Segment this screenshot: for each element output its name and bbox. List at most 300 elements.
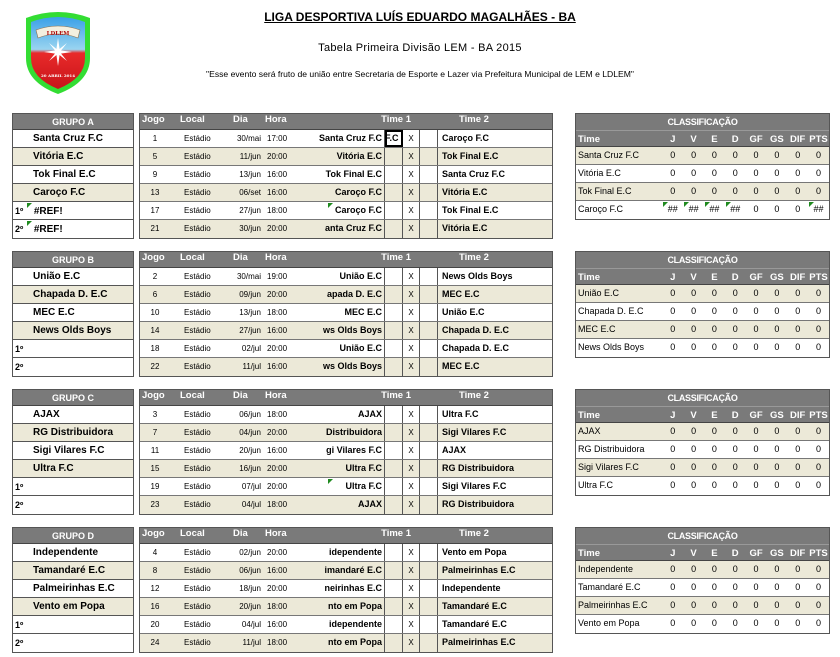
stat-gf[interactable]: 0 [753,204,759,214]
away-team[interactable]: Tok Final E.C [437,202,552,219]
stat-v[interactable]: ## [683,201,704,219]
away-score-cell[interactable] [419,340,437,357]
stat-j[interactable]: 0 [670,600,676,610]
stat-gf[interactable]: 0 [753,306,759,316]
match-date[interactable]: 20/jun [239,446,261,455]
home-score-cell[interactable] [385,406,403,423]
stat-pts[interactable]: 0 [816,564,822,574]
match-number[interactable]: 20 [150,620,160,629]
stat-gs[interactable]: 0 [774,288,780,298]
home-score-cell[interactable] [385,358,403,376]
match-venue[interactable]: Estádio [184,548,211,557]
match-time[interactable]: 20:00 [267,344,288,353]
match-time[interactable]: 16:00 [267,620,288,629]
standings-team[interactable]: Caroço F.C [578,204,624,214]
match-date[interactable]: 18/jun [239,584,261,593]
stat-gs[interactable]: 0 [774,186,780,196]
match-venue[interactable]: Estádio [184,584,211,593]
match-venue[interactable]: Estádio [184,308,211,317]
stat-gf[interactable]: 0 [753,150,759,160]
group-team-cell[interactable]: Sigi Vilares F.C [13,442,133,460]
away-team[interactable]: Tamandaré E.C [437,598,552,615]
away-score-cell[interactable] [419,460,437,477]
stat-v[interactable]: 0 [691,444,697,454]
home-score-cell[interactable] [385,202,403,219]
stat-e[interactable]: 0 [711,480,717,490]
group-team-cell[interactable]: Santa Cruz F.C [13,130,133,148]
stat-e[interactable]: 0 [711,150,717,160]
stat-e[interactable]: 0 [711,342,717,352]
home-team[interactable]: ws Olds Boys [297,322,385,339]
stat-v[interactable]: 0 [691,564,697,574]
away-score-cell[interactable] [419,220,437,238]
home-score-cell[interactable]: F.C [385,130,403,147]
match-number[interactable]: 9 [152,170,158,179]
stat-j[interactable]: 0 [670,564,676,574]
match-venue[interactable]: Estádio [184,464,211,473]
stat-gs[interactable]: 0 [774,324,780,334]
standings-team[interactable]: News Olds Boys [578,342,645,352]
stat-gs[interactable]: 0 [774,342,780,352]
stat-dif[interactable]: 0 [795,444,801,454]
group-team-cell[interactable]: RG Distribuidora [13,424,133,442]
match-date[interactable]: 13/jun [239,170,261,179]
match-time[interactable]: 17:00 [267,134,288,143]
home-team[interactable]: AJAX [297,406,385,423]
stat-v[interactable]: 0 [691,600,697,610]
stat-e[interactable]: 0 [711,426,717,436]
match-time[interactable]: 20:00 [267,464,288,473]
match-venue[interactable]: Estádio [184,290,211,299]
stat-gs[interactable]: 0 [774,444,780,454]
stat-gf[interactable]: 0 [753,186,759,196]
stat-v[interactable]: 0 [691,168,697,178]
home-score-cell[interactable] [385,148,403,165]
stat-d[interactable]: 0 [732,306,738,316]
stat-e[interactable]: 0 [711,324,717,334]
home-team[interactable]: nto em Popa [297,634,385,652]
stat-j[interactable]: 0 [670,342,676,352]
stat-v[interactable]: 0 [691,462,697,472]
match-date[interactable]: 06/jun [239,410,261,419]
away-team[interactable]: Palmeirinhas E.C [437,562,552,579]
match-date[interactable]: 30/jun [239,224,261,233]
match-number[interactable]: 15 [150,464,160,473]
stat-gf[interactable]: 0 [753,444,759,454]
stat-d[interactable]: 0 [732,480,738,490]
match-date[interactable]: 04/jul [241,500,261,509]
match-number[interactable]: 16 [150,602,160,611]
stat-gf[interactable]: 0 [753,618,759,628]
away-team[interactable]: Chapada D. E.C [437,340,552,357]
home-team[interactable]: nto em Popa [297,598,385,615]
match-number[interactable]: 2 [152,272,158,281]
match-venue[interactable]: Estádio [184,188,211,197]
stat-e[interactable]: 0 [711,600,717,610]
stat-e[interactable]: 0 [711,306,717,316]
group-team-cell[interactable]: Vento em Popa [13,598,133,616]
stat-pts[interactable]: 0 [816,444,822,454]
stat-pts[interactable]: 0 [816,600,822,610]
home-team[interactable]: Caroço F.C [297,202,385,219]
match-number[interactable]: 23 [150,500,160,509]
match-venue[interactable]: Estádio [184,620,211,629]
stat-dif[interactable]: 0 [795,426,801,436]
stat-gs[interactable]: 0 [774,150,780,160]
match-venue[interactable]: Estádio [184,500,211,509]
standings-team[interactable]: Sigi Vilares F.C [578,462,639,472]
home-score-cell[interactable] [385,634,403,652]
match-date[interactable]: 11/jun [239,152,261,161]
stat-gs[interactable]: 0 [774,582,780,592]
stat-j[interactable]: 0 [670,306,676,316]
stat-v[interactable]: 0 [691,288,697,298]
away-team[interactable]: AJAX [437,442,552,459]
stat-e[interactable]: 0 [711,564,717,574]
home-team[interactable]: idependente [297,616,385,633]
home-score-cell[interactable] [385,184,403,201]
match-date[interactable]: 30/mai [236,272,261,281]
stat-d[interactable]: 0 [732,582,738,592]
home-score-cell[interactable] [385,460,403,477]
home-team[interactable]: idependente [297,544,385,561]
stat-dif[interactable]: 0 [795,150,801,160]
home-score-cell[interactable] [385,304,403,321]
home-team[interactable]: Caroço F.C [297,184,385,201]
home-team[interactable]: anta Cruz F.C [297,220,385,238]
stat-gs[interactable]: 0 [774,480,780,490]
home-team[interactable]: gi Vilares F.C [297,442,385,459]
stat-pts[interactable]: 0 [816,288,822,298]
match-time[interactable]: 18:00 [267,206,288,215]
match-number[interactable]: 24 [150,638,160,647]
match-venue[interactable]: Estádio [184,134,211,143]
group-team-cell[interactable]: MEC E.C [13,304,133,322]
home-score-cell[interactable] [385,166,403,183]
stat-pts[interactable]: 0 [816,582,822,592]
match-venue[interactable]: Estádio [184,566,211,575]
stat-gf[interactable]: 0 [753,324,759,334]
standings-team[interactable]: Santa Cruz F.C [578,150,640,160]
away-score-cell[interactable] [419,358,437,376]
standings-team[interactable]: Tamandaré E.C [578,582,641,592]
stat-dif[interactable]: 0 [795,582,801,592]
away-score-cell[interactable] [419,268,437,285]
away-score-cell[interactable] [419,424,437,441]
home-team[interactable]: MEC E.C [297,304,385,321]
stat-dif[interactable]: 0 [795,462,801,472]
stat-j[interactable]: 0 [670,324,676,334]
stat-e[interactable]: 0 [711,618,717,628]
match-time[interactable]: 16:00 [267,362,288,371]
away-score-cell[interactable] [419,616,437,633]
away-team[interactable]: Sigi Vilares F.C [437,478,552,495]
group-team-cell[interactable]: Vitória E.C [13,148,133,166]
home-score-cell[interactable] [385,562,403,579]
qualified-position-row[interactable] [13,220,133,238]
stat-e[interactable]: ## [704,201,725,219]
home-score-cell[interactable] [385,220,403,238]
group-team-cell[interactable]: Chapada D. E.C [13,286,133,304]
home-score-cell[interactable] [385,544,403,561]
group-team-cell[interactable]: News Olds Boys [13,322,133,340]
stat-j[interactable]: 0 [670,426,676,436]
stat-v[interactable]: 0 [691,480,697,490]
away-team[interactable]: Vitória E.C [437,220,552,238]
stat-d[interactable]: 0 [732,324,738,334]
match-time[interactable]: 20:00 [267,482,288,491]
away-score-cell[interactable] [419,544,437,561]
match-venue[interactable]: Estádio [184,152,211,161]
match-date[interactable]: 04/jun [239,428,261,437]
away-team[interactable]: Santa Cruz F.C [437,166,552,183]
away-score-cell[interactable] [419,406,437,423]
away-score-cell[interactable] [419,322,437,339]
stat-gf[interactable]: 0 [753,564,759,574]
match-number[interactable]: 3 [152,410,158,419]
away-score-cell[interactable] [419,496,437,514]
stat-pts[interactable]: 0 [816,186,822,196]
qualified-position-row[interactable] [13,478,133,496]
match-number[interactable]: 21 [150,224,160,233]
stat-j[interactable]: 0 [670,186,676,196]
home-team[interactable]: Ultra F.C [297,460,385,477]
stat-dif[interactable]: 0 [795,342,801,352]
home-team[interactable]: Distribuidora [297,424,385,441]
stat-dif[interactable]: 0 [795,288,801,298]
stat-j[interactable]: 0 [670,168,676,178]
match-number[interactable]: 13 [150,188,160,197]
stat-v[interactable]: 0 [691,342,697,352]
stat-j[interactable]: 0 [670,150,676,160]
standings-team[interactable]: Ultra F.C [578,480,614,490]
stat-dif[interactable]: 0 [795,204,801,214]
match-venue[interactable]: Estádio [184,344,211,353]
stat-d[interactable]: 0 [732,288,738,298]
away-team[interactable]: União E.C [437,304,552,321]
group-team-cell[interactable]: Ultra F.C [13,460,133,478]
match-time[interactable]: 20:00 [267,584,288,593]
away-team[interactable]: Ultra F.C [437,406,552,423]
away-team[interactable]: Caroço F.C [437,130,552,147]
home-team[interactable]: neirinhas E.C [297,580,385,597]
stat-pts[interactable]: 0 [816,168,822,178]
stat-d[interactable]: 0 [732,618,738,628]
match-time[interactable]: 20:00 [267,224,288,233]
group-team-cell[interactable]: AJAX [13,406,133,424]
stat-j[interactable]: 0 [670,480,676,490]
match-date[interactable]: 04/jul [241,620,261,629]
match-date[interactable]: 06/set [239,188,261,197]
match-venue[interactable]: Estádio [184,428,211,437]
away-team[interactable]: RG Distribuidora [437,460,552,477]
stat-pts[interactable]: 0 [816,342,822,352]
stat-gf[interactable]: 0 [753,600,759,610]
group-team-cell[interactable]: Independente [13,544,133,562]
away-score-cell[interactable] [419,130,437,147]
home-team[interactable]: União E.C [297,340,385,357]
stat-d[interactable]: 0 [732,342,738,352]
home-score-cell[interactable] [385,496,403,514]
match-date[interactable]: 30/mai [236,134,261,143]
stat-dif[interactable]: 0 [795,564,801,574]
home-team[interactable]: Santa Cruz F.C [297,130,385,147]
match-time[interactable]: 18:00 [267,410,288,419]
stat-dif[interactable]: 0 [795,324,801,334]
stat-d[interactable]: 0 [732,150,738,160]
away-team[interactable]: Vitória E.C [437,184,552,201]
qualified-position-row[interactable] [13,358,133,376]
home-score-cell[interactable] [385,616,403,633]
qualified-position-row[interactable] [13,202,133,220]
match-number[interactable]: 8 [152,566,158,575]
stat-pts[interactable]: 0 [816,426,822,436]
match-venue[interactable]: Estádio [184,446,211,455]
stat-v[interactable]: 0 [691,186,697,196]
standings-team[interactable]: RG Distribuidora [578,444,645,454]
stat-e[interactable]: 0 [711,168,717,178]
away-score-cell[interactable] [419,286,437,303]
stat-gs[interactable]: 0 [774,204,780,214]
home-score-cell[interactable] [385,322,403,339]
home-score-cell[interactable] [385,598,403,615]
match-time[interactable]: 20:00 [267,152,288,161]
stat-dif[interactable]: 0 [795,600,801,610]
stat-gs[interactable]: 0 [774,564,780,574]
home-team[interactable]: União E.C [297,268,385,285]
match-date[interactable]: 11/jul [242,638,261,647]
match-number[interactable]: 7 [152,428,158,437]
stat-e[interactable]: 0 [711,582,717,592]
away-score-cell[interactable] [419,184,437,201]
away-score-cell[interactable] [419,598,437,615]
standings-team[interactable]: Vento em Popa [578,618,640,628]
stat-gf[interactable]: 0 [753,342,759,352]
match-venue[interactable]: Estádio [184,482,211,491]
stat-d[interactable]: ## [725,201,746,219]
home-score-cell[interactable] [385,340,403,357]
match-date[interactable]: 02/jul [241,344,261,353]
away-team[interactable]: MEC E.C [437,286,552,303]
match-time[interactable]: 16:00 [267,170,288,179]
away-score-cell[interactable] [419,202,437,219]
match-venue[interactable]: Estádio [184,224,211,233]
home-team[interactable]: Ultra F.C [297,478,385,495]
stat-gf[interactable]: 0 [753,582,759,592]
match-time[interactable]: 20:00 [267,548,288,557]
match-date[interactable]: 27/jun [239,206,261,215]
home-score-cell[interactable] [385,424,403,441]
match-date[interactable]: 11/jul [242,362,261,371]
stat-dif[interactable]: 0 [795,168,801,178]
away-score-cell[interactable] [419,478,437,495]
match-number[interactable]: 6 [152,290,158,299]
match-date[interactable]: 13/jun [239,308,261,317]
match-number[interactable]: 4 [152,548,158,557]
standings-team[interactable]: Tok Final E.C [578,186,632,196]
home-score-cell[interactable] [385,286,403,303]
stat-d[interactable]: 0 [732,426,738,436]
away-team[interactable]: Sigi Vilares F.C [437,424,552,441]
away-team[interactable]: Chapada D. E.C [437,322,552,339]
qualified-position-row[interactable] [13,616,133,634]
stat-gs[interactable]: 0 [774,168,780,178]
stat-j[interactable]: ## [662,201,683,219]
stat-j[interactable]: 0 [670,618,676,628]
match-date[interactable]: 07/jul [241,482,261,491]
match-time[interactable]: 18:00 [267,638,288,647]
match-venue[interactable]: Estádio [184,362,211,371]
qualified-position-row[interactable] [13,496,133,514]
match-venue[interactable]: Estádio [184,638,211,647]
away-score-cell[interactable] [419,580,437,597]
match-venue[interactable]: Estádio [184,272,211,281]
stat-gf[interactable]: 0 [753,462,759,472]
match-date[interactable]: 27/jun [239,326,261,335]
match-number[interactable]: 1 [152,134,158,143]
match-venue[interactable]: Estádio [184,410,211,419]
match-time[interactable]: 18:00 [267,602,288,611]
group-team-cell[interactable]: Caroço F.C [13,184,133,202]
away-score-cell[interactable] [419,166,437,183]
match-time[interactable]: 20:00 [267,290,288,299]
standings-team[interactable]: União E.C [578,288,620,298]
qualified-position-row[interactable] [13,634,133,652]
home-score-cell[interactable] [385,442,403,459]
match-venue[interactable]: Estádio [184,602,211,611]
stat-dif[interactable]: 0 [795,618,801,628]
match-time[interactable]: 16:00 [267,326,288,335]
stat-d[interactable]: 0 [732,444,738,454]
stat-e[interactable]: 0 [711,444,717,454]
standings-team[interactable]: AJAX [578,426,601,436]
match-date[interactable]: 09/jun [239,290,261,299]
away-team[interactable]: Palmeirinhas E.C [437,634,552,652]
home-team[interactable]: apada D. E.C [297,286,385,303]
away-team[interactable]: News Olds Boys [437,268,552,285]
stat-d[interactable]: 0 [732,186,738,196]
away-score-cell[interactable] [419,148,437,165]
home-score-cell[interactable] [385,268,403,285]
away-team[interactable]: RG Distribuidora [437,496,552,514]
stat-gs[interactable]: 0 [774,426,780,436]
standings-team[interactable]: Palmeirinhas E.C [578,600,648,610]
stat-e[interactable]: 0 [711,462,717,472]
home-team[interactable]: Vitória E.C [297,148,385,165]
away-team[interactable]: Vento em Popa [437,544,552,561]
stat-pts[interactable]: 0 [816,324,822,334]
home-team[interactable]: Tok Final E.C [297,166,385,183]
stat-j[interactable]: 0 [670,582,676,592]
away-team[interactable]: Tamandaré E.C [437,616,552,633]
standings-team[interactable]: Vitória E.C [578,168,621,178]
stat-dif[interactable]: 0 [795,480,801,490]
match-time[interactable]: 18:00 [267,500,288,509]
home-team[interactable]: imandaré E.C [297,562,385,579]
match-time[interactable]: 16:00 [267,446,288,455]
stat-v[interactable]: 0 [691,306,697,316]
stat-gs[interactable]: 0 [774,600,780,610]
match-time[interactable]: 16:00 [267,566,288,575]
match-date[interactable]: 06/jun [239,566,261,575]
stat-pts[interactable]: ## [808,201,829,219]
away-score-cell[interactable] [419,634,437,652]
stat-d[interactable]: 0 [732,564,738,574]
away-score-cell[interactable] [419,442,437,459]
home-team[interactable]: AJAX [297,496,385,514]
match-time[interactable]: 19:00 [267,272,288,281]
group-team-cell[interactable]: Palmeirinhas E.C [13,580,133,598]
